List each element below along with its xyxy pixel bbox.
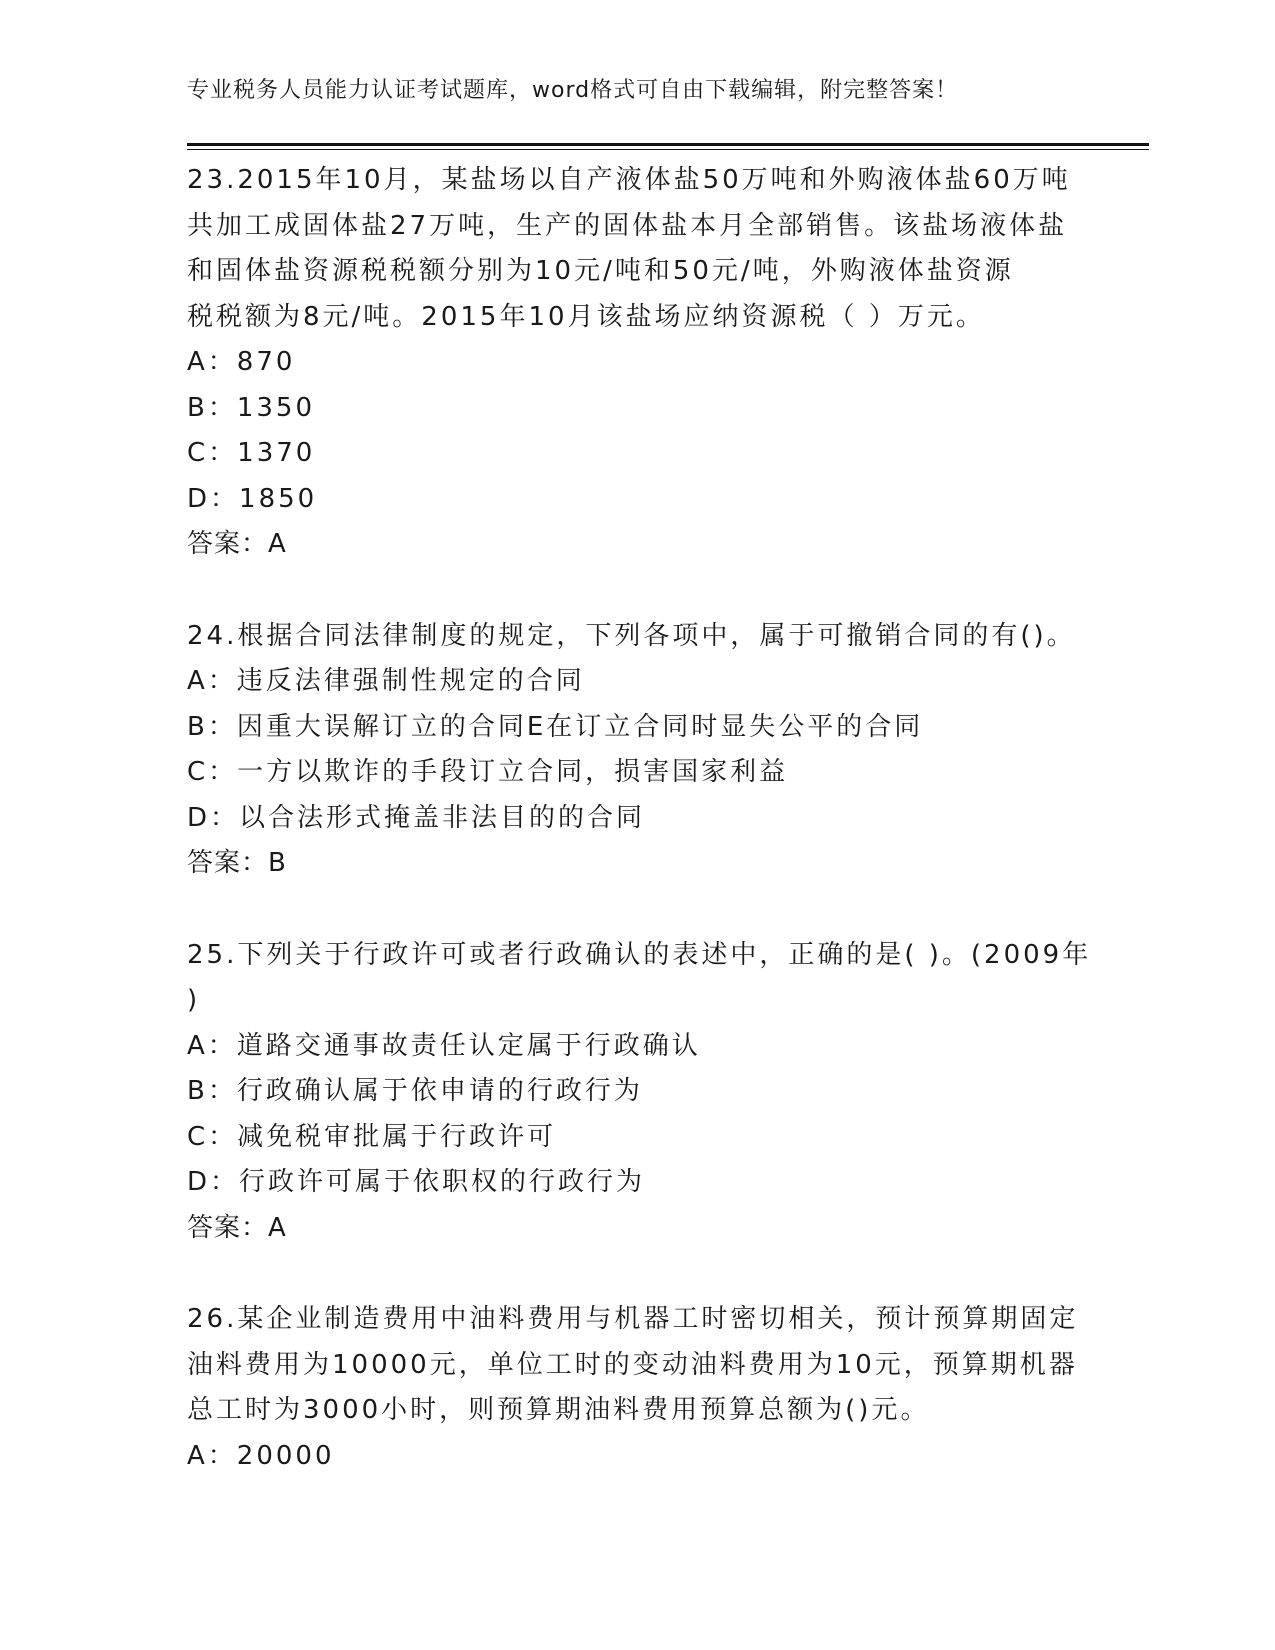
option-b: B：1350 (187, 392, 316, 423)
question-text-line: 23.2015年10月，某盐场以自产液体盐50万吨和外购液体盐60万吨 (187, 165, 1071, 195)
question-text-line: 24.根据合同法律制度的规定，下列各项中，属于可撤销合同的有()。 (187, 620, 1076, 651)
question-text-line: ) (187, 985, 201, 1015)
option-c: C：减免税审批属于行政许可 (187, 1121, 557, 1152)
question-text-line: 总工时为3000小时，则预算期油料费用预算总额为()元。 (187, 1395, 930, 1425)
option-b: B：因重大误解订立的合同E在订立合同时显失公平的合同 (187, 711, 924, 742)
option-c: C：1370 (187, 438, 316, 468)
question-text-line: 25.下列关于行政许可或者行政确认的表述中，正确的是( )。(2009年 (187, 939, 1092, 970)
answer: 答案：A (187, 529, 287, 559)
question-24 (187, 614, 1087, 887)
answer: 答案：B (187, 848, 287, 878)
question-text-line: 26.某企业制造费用中油料费用与机器工时密切相关，预计预算期固定 (187, 1304, 1079, 1334)
option-d: D：行政许可属于依职权的行政行为 (187, 1167, 646, 1197)
option-d: D：以合法形式掩盖非法目的的合同 (187, 802, 646, 833)
option-c: C：一方以欺诈的手段订立合同，损害国家利益 (187, 757, 789, 787)
question-25 (187, 933, 1092, 1252)
question-list (187, 158, 1092, 1525)
option-a: A：违反法律强制性规定的合同 (187, 666, 585, 696)
question-23 (187, 158, 1087, 568)
question-26 (187, 1297, 1087, 1479)
header-divider (187, 143, 1149, 146)
answer: 答案：A (187, 1212, 287, 1243)
question-text-line: 税税额为8元/吨。2015年10月该盐场应纳资源税（ ）万元。 (187, 301, 985, 332)
option-b: B：行政确认属于依申请的行政行为 (187, 1076, 643, 1106)
page-header: 专业税务人员能力认证考试题库，word格式可自由下载编辑，附完整答案！ (187, 78, 959, 103)
option-d: D：1850 (187, 483, 318, 514)
question-text-line: 共加工成固体盐27万吨，生产的固体盐本月全部销售。该盐场液体盐 (187, 210, 1068, 241)
question-text-line: 和固体盐资源税税额分别为10元/吨和50元/吨，外购液体盐资源 (187, 256, 1014, 286)
option-a: A：20000 (187, 1440, 335, 1471)
option-a: A：道路交通事故责任认定属于行政确认 (187, 1030, 701, 1061)
question-text-line: 油料费用为10000元，单位工时的变动油料费用为10元，预算期机器 (187, 1349, 1078, 1380)
option-a: A：870 (187, 347, 296, 377)
header-divider-thin (187, 149, 1149, 150)
